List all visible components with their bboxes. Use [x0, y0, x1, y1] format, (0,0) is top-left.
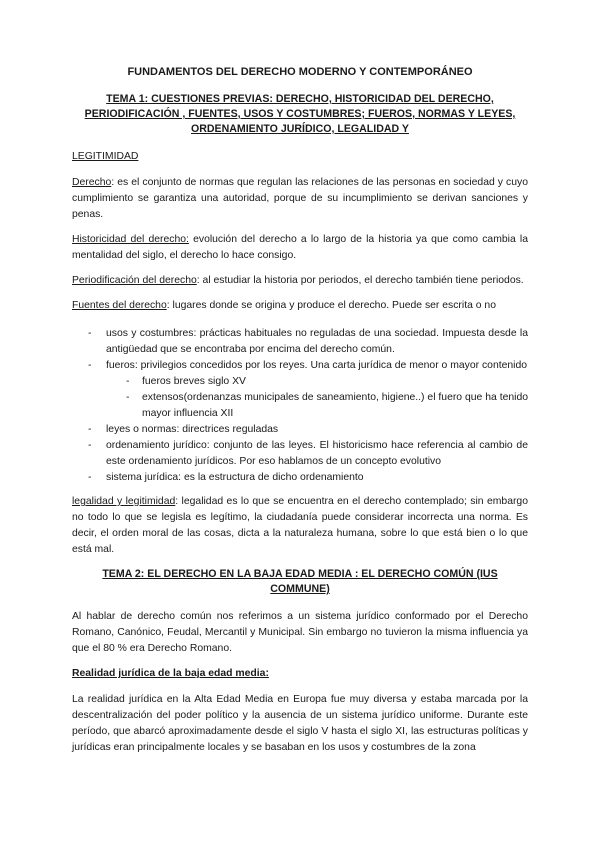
legalidad-term: legalidad y legitimidad	[72, 496, 176, 507]
document-title: FUNDAMENTOS DEL DERECHO MODERNO Y CONTEMPORÁNEO	[127, 66, 473, 78]
tema2-intro: Al hablar de derecho común nos referimos a un sistema jurídico conformado por el Derecho Romano, Canónico, Feudal, Mercantil y Municipal. Sin embargo no tuvieron la misma influencia ya que el 80 % era Derecho Romano.	[72, 611, 528, 654]
legitimidad-heading: LEGITIMIDAD	[72, 151, 139, 162]
historicidad-paragraph	[72, 232, 528, 264]
sublist-item-breves: - fueros breves siglo XV	[106, 374, 528, 390]
fueros-text: fueros: privilegios concedidos por los reyes. Una carta jurídica de menor o mayor contenido	[106, 360, 528, 371]
document-page	[72, 64, 528, 765]
periodificacion-text: : al estudiar la historia por periodos, el derecho también tiene periodos.	[196, 275, 524, 286]
legalidad-paragraph	[72, 494, 528, 558]
fuentes-text: : lugares donde se origina y produce el derecho. Puede ser escrita o no	[166, 300, 496, 311]
legalidad-text: : legalidad es lo que se encuentra en el derecho contemplado; sin embargo no todo lo que se legisla es legítimo, la ciudadanía puede considerar incorrecta una norma. Es decir, el orden moral de las cosas, dicta a la naturaleza humana, sobre lo que está bien o lo que está mal.	[72, 496, 528, 555]
derecho-text: : es el conjunto de normas que regulan las relaciones de las personas en sociedad y cuyo cumplimiento se garantiza una autoridad, porque de su incumplimiento se derivan sanciones y penas.	[72, 177, 528, 220]
list-item-usos: - usos y costumbres: prácticas habituales no reguladas de una sociedad. Impuesta desde la antigüedad que se encontraba por encima del derecho común.	[72, 326, 528, 358]
tema2-title: TEMA 2: EL DERECHO EN LA BAJA EDAD MEDIA : EL DERECHO COMÚN (IUS COMMUNE)	[102, 568, 498, 595]
derecho-term: Derecho	[72, 177, 112, 188]
tema1-title: TEMA 1: CUESTIONES PREVIAS: DERECHO, HISTORICIDAD DEL DERECHO, PERIODIFICACIÓN , FUENTES, USOS Y COSTUMBRES; FUEROS, NORMAS Y LEYES, ORDENAMIENTO JURÍDICO, LEGALIDAD Y	[84, 93, 516, 135]
list-item-fueros	[72, 358, 528, 422]
realidad-paragraph: La realidad jurídica en la Alta Edad Media en Europa fue muy diversa y estaba marcada por la descentralización del poder político y la ausencia de un sistema jurídico uniforme. Durante este período, que abarcó aproximadamente desde el siglo V hasta el siglo XI, las estructuras políticas y jurídicas eran principalmente locales y se basaban en los usos y costumbres de la zona	[72, 694, 528, 753]
list-item-leyes: - leyes o normas: directrices reguladas	[72, 422, 528, 438]
periodificacion-term: Periodificación del derecho	[72, 275, 197, 286]
realidad-heading: Realidad jurídica de la baja edad media:	[72, 668, 269, 679]
list-item-ordenamiento: - ordenamiento jurídico: conjunto de las leyes. El historicismo hace referencia al cambio de este ordenamiento jurídicos. Por eso hablamos de un concepto evolutivo	[72, 438, 528, 470]
derecho-paragraph	[72, 175, 528, 223]
periodificacion-paragraph	[72, 273, 528, 289]
fuentes-list	[72, 326, 528, 486]
list-item-sistema: - sistema jurídica: es la estructura de dicho ordenamiento	[72, 470, 528, 486]
fuentes-term: Fuentes del derecho	[72, 300, 167, 311]
historicidad-term: Historicidad del derecho:	[72, 234, 189, 245]
fueros-sublist	[106, 374, 528, 422]
historicidad-text: evolución del derecho a lo largo de la historia ya que como cambia la mentalidad del siglo, el derecho lo hace consigo.	[72, 234, 528, 261]
sublist-item-extensos: - extensos(ordenanzas municipales de saneamiento, higiene..) el fuero que ha tenido mayor influencia XII	[106, 390, 528, 422]
fuentes-paragraph	[72, 298, 528, 314]
